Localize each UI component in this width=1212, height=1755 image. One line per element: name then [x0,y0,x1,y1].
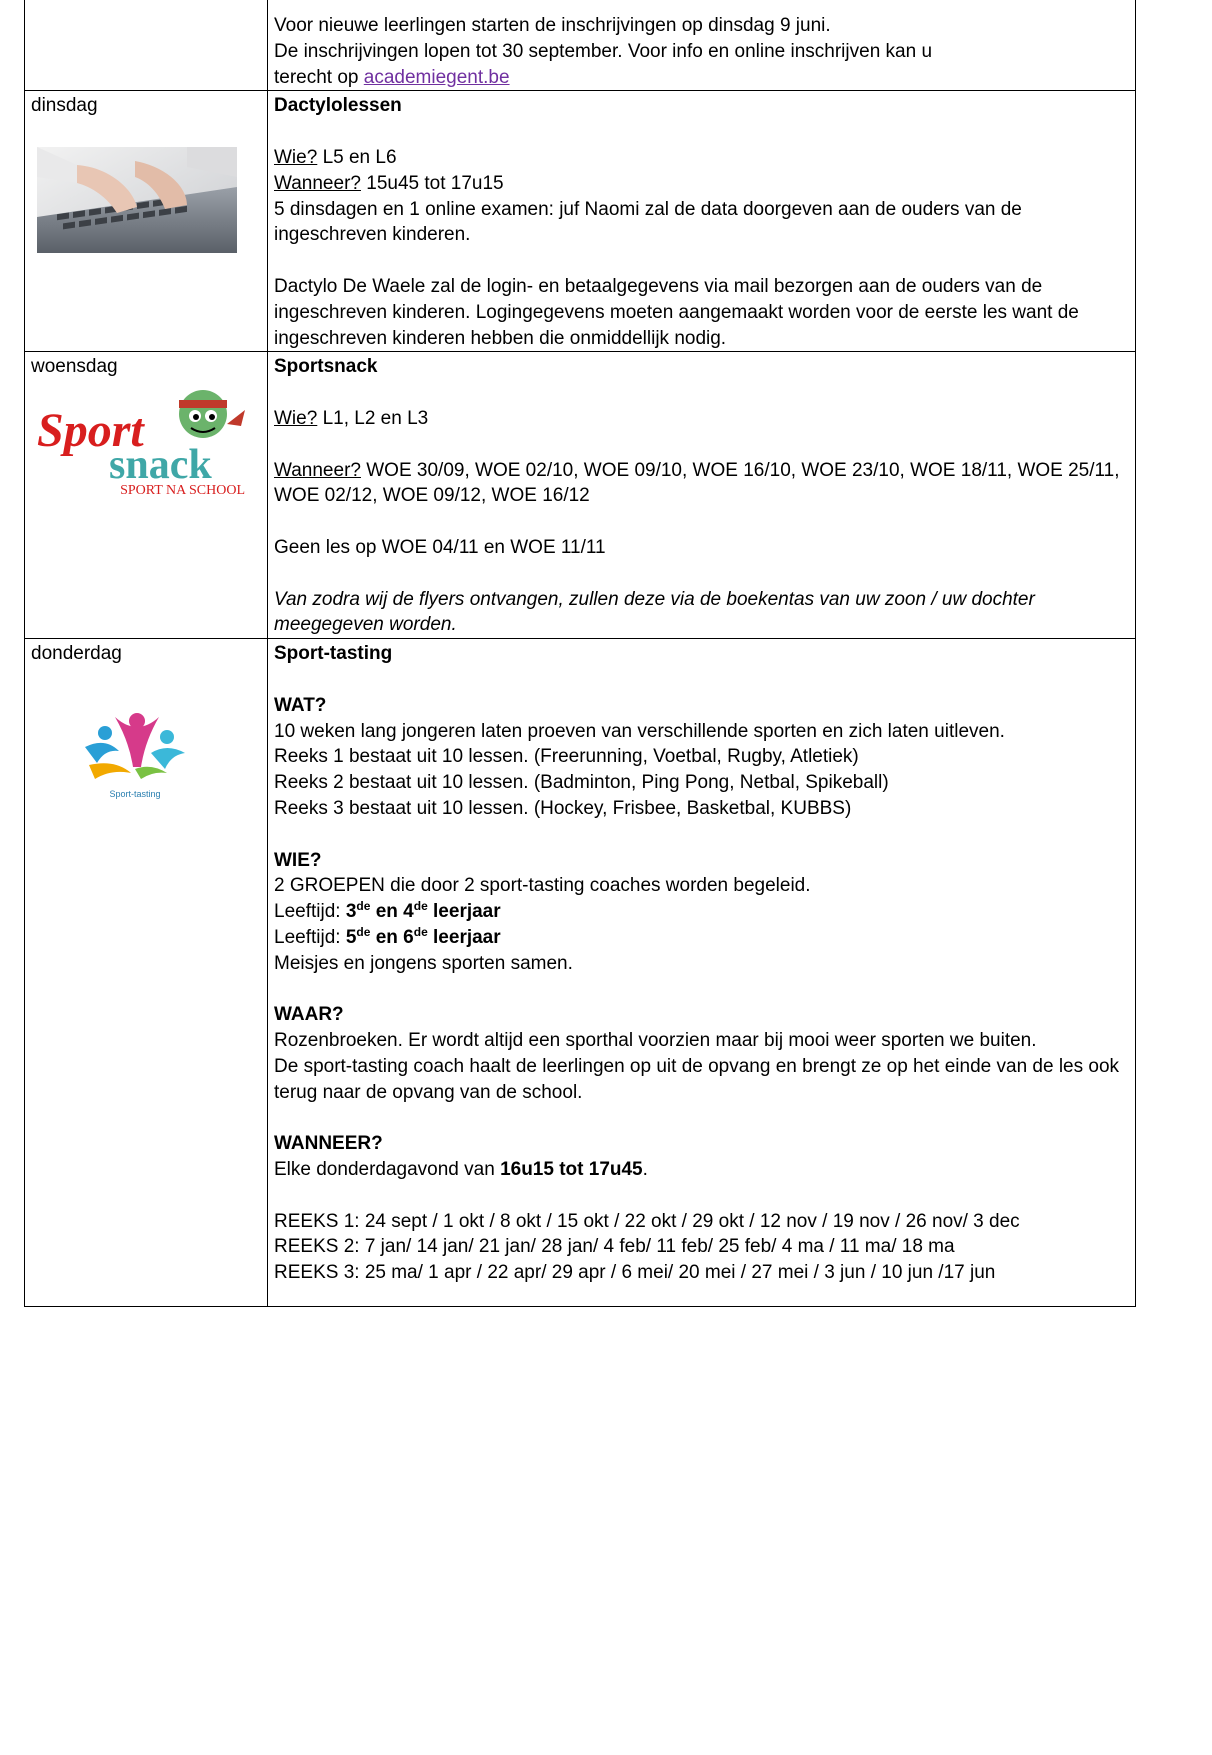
wanneer-text: Elke donderdagavond van 16u15 tot 17u45. [274,1159,648,1181]
sportsnack-row [25,352,1136,639]
dactylo-info-1: 5 dinsdagen en 1 online examen: juf Naomi zal de data doorgeven aan de ouders van de ingeschreven kinderen. [274,198,1022,246]
wie-text: 2 GROEPEN die door 2 sport-tasting coaches worden begeleid. [274,875,811,897]
dactylo-day-cell [25,91,268,352]
sportsnack-when [274,458,1129,510]
sportsnack-content-cell [268,352,1136,639]
intro-line-2: De inschrijvingen lopen tot 30 september. Voor info en online inschrijven kan u [274,40,933,62]
dactylo-when [274,171,1129,197]
wat-text: 10 weken lang jongeren laten proeven van verschillende sporten en zich laten uitleven. [274,720,1005,742]
reeks-2-desc: Reeks 2 bestaat uit 10 lessen. (Badminton, Ping Pong, Netbal, Spikeball) [274,772,889,794]
reeks-3-dates: REEKS 3: 25 ma/ 1 apr / 22 apr/ 29 apr / 6 mei/ 20 mei / 27 mei / 3 jun / 10 jun /17 jun [274,1262,996,1284]
intro-day-cell [25,0,268,91]
sportsnack-logo [31,380,253,498]
dactylo-who [274,145,1129,171]
sporttasting-row [25,639,1136,1307]
day-label-dinsdag: dinsdag [31,95,98,117]
when-value: WOE 30/09, WOE 02/10, WOE 09/10, WOE 16/10, WOE 23/10, WOE 18/11, WOE 25/11, WOE 02/12, WOE 09/12, WOE 16/12 [274,459,1120,507]
dactylo-content-cell [268,91,1136,352]
intro-row [25,0,1136,91]
sporttasting-day-cell [25,639,268,1307]
intro-line-3-prefix: terecht op [274,66,364,88]
sportsnack-flyer-note: Van zodra wij de flyers ontvangen, zullen deze via de boekentas van uw zoon / uw dochter meegegeven worden. [274,588,1035,636]
sportsnack-logo-word1: Sport [37,404,144,458]
day-label-woensdag: woensdag [31,356,118,378]
activities-table [24,0,1136,1307]
wat-heading: WAT? [274,694,327,716]
reeks-2-dates: REEKS 2: 7 jan/ 14 jan/ 21 jan/ 28 jan/ 4 feb/ 11 feb/ 25 feb/ 4 ma / 11 ma/ 18 ma [274,1236,955,1258]
sportsnack-who [274,406,1129,432]
when-value: 15u45 tot 17u15 [360,172,504,194]
sporttasting-content-cell [268,639,1136,1307]
age-line-2: Leeftijd: 5de en 6de leerjaar [274,924,501,948]
sportsnack-logo-word2: snack [109,442,212,489]
mixed-text: Meisjes en jongens sporten samen. [274,952,573,974]
waar-text-1: Rozenbroeken. Er wordt altijd een sporthal voorzien maar bij mooi weer sporten we buiten. [274,1030,1037,1052]
sporttasting-logo-caption: Sport-tasting [109,788,161,799]
who-value: L1, L2 en L3 [317,407,429,429]
dactylo-info-2: Dactylo De Waele zal de login- en betaalgegevens via mail bezorgen aan de ouders van de ingeschreven kinderen. Logingegevens moeten aangemaakt worden voor de eerste les want de ingeschreven kinderen hebben die onmiddellijk nodig. [274,275,1079,349]
when-label: Wanneer? [274,172,361,194]
sportsnack-no-class: Geen les op WOE 04/11 en WOE 11/11 [274,536,606,558]
waar-text-2: De sport-tasting coach haalt de leerlingen op uit de opvang en brengt ze op het einde van de les ook terug naar de opvang van de school. [274,1055,1120,1103]
waar-heading: WAAR? [274,1004,344,1026]
dactylo-title: Dactylolessen [274,95,402,117]
laptop-typing-image [37,147,237,253]
dactylo-row [25,91,1136,352]
who-label: Wie? [274,407,318,429]
who-label: Wie? [274,146,318,168]
intro-line-1: Voor nieuwe leerlingen starten de inschrijvingen op dinsdag 9 juni. [274,15,831,36]
sportsnack-day-cell [25,352,268,639]
age-line-1: Leeftijd: 3de en 4de leerjaar [274,899,501,923]
wie-heading: WIE? [274,849,322,871]
who-value: L5 en L6 [317,146,397,168]
sportsnack-logo-tagline: SPORT NA SCHOOL [120,483,245,499]
reeks-1-desc: Reeks 1 bestaat uit 10 lessen. (Freerunning, Voetbal, Rugby, Atletiek) [274,746,859,768]
sporttasting-logo [75,707,195,801]
academiegent-link[interactable]: academiegent.be [363,66,510,88]
intro-content-cell [268,0,1136,91]
sporttasting-title: Sport-tasting [274,643,393,665]
day-label-donderdag: donderdag [31,643,122,665]
reeks-1-dates: REEKS 1: 24 sept / 1 okt / 8 okt / 15 okt / 22 okt / 29 okt / 12 nov / 19 nov / 26 nov/ 3 dec [274,1210,1020,1232]
intro-line-3 [274,65,1129,91]
reeks-3-desc: Reeks 3 bestaat uit 10 lessen. (Hockey, Frisbee, Basketbal, KUBBS) [274,797,852,819]
wanneer-heading: WANNEER? [274,1133,383,1155]
when-label: Wanneer? [274,459,361,481]
sportsnack-title: Sportsnack [274,356,378,378]
